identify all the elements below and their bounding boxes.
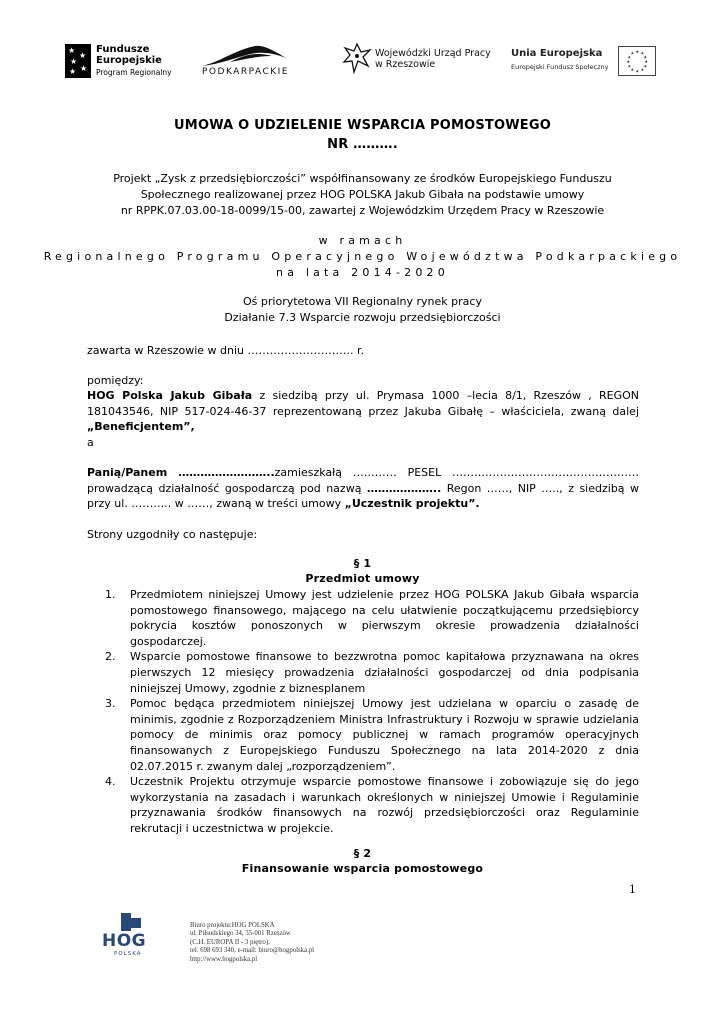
document-number: NR ……….: [327, 137, 398, 152]
hog-logo-text: HOG: [102, 931, 147, 951]
svg-text:★: ★: [630, 67, 635, 72]
document-title: UMOWA O UDZIELENIE WSPARCIA POMOSTOWEGO: [174, 118, 551, 133]
svg-text:★: ★: [640, 67, 645, 72]
section1-sign: § 1: [353, 557, 372, 570]
svg-text:★: ★: [627, 63, 632, 69]
footer-line-4: tel. 698 693 340, e-mail: biuro@hogpolska.pl: [190, 947, 315, 955]
podkarpackie-logo: [200, 40, 310, 84]
axis-line-2: Działanie 7.3 Wsparcie rozwoju przedsiębiorczości: [224, 311, 501, 324]
participant-dots: ………………..: [366, 481, 442, 495]
list-item: 1. Przedmiotem niniejszej Umowy jest udzielenie przez HOG POLSKA Jakub Gibała wsparcia pomostowego finansowego, mającego na celu ułatwienie początkującemu przedsiębiorcy pokrycia kosztów ponoszonych w pierwszym okresie prowadzenia działalności gospodarczej.: [105, 588, 639, 648]
logo-strip: [62, 40, 666, 84]
section1-title: Przedmiot umowy: [305, 572, 420, 585]
party-participant: [87, 465, 639, 512]
list-item: 4. Uczestnik Projektu otrzymuje wsparcie pomostowe finansowe i zobowiązuje się do jego wykorzystania na zasadach i warunkach określonych w niniejszej Umowie i Regulaminie przyznawania środków finansowych na rozwój przedsiębiorczości oraz Regulaminie rekrutacji i uczestnictwa w projekcie.: [105, 775, 639, 835]
project-line-2: Społecznego realizowanej przez HOG POLSKA Jakub Gibała na podstawie umowy: [140, 188, 585, 201]
svg-text:★: ★: [635, 49, 640, 54]
podkarpackie-label: PODKARPACKIE: [202, 67, 289, 77]
hog-logo-sub: POLSKA: [114, 951, 142, 957]
project-line-3: nr RPPK.07.03.00-18-0099/15-00, zawartej z Wojewódzkim Urzędem Pracy w Rzeszowie: [120, 204, 605, 217]
program-line-3: na lata 2014-2020: [276, 266, 449, 279]
svg-text:★: ★: [644, 59, 649, 64]
party-beneficiary: [87, 388, 639, 435]
svg-text:★: ★: [635, 68, 640, 74]
list-item: 2. Wsparcie pomostowe finansowe to bezzwrotna pomoc kapitałowa przyznawana na okres pierwszych 12 miesięcy prowadzenia działalności gospodarczej od dnia podpisania niniejszej Umowy, zgodnie z biznesplanem: [105, 650, 639, 695]
wup-logo: [342, 40, 492, 84]
beneficiary-name: HOG Polska Jakub Gibała: [87, 389, 253, 402]
participant-alias: „Uczestnik projektu”.: [344, 497, 480, 511]
svg-text:★: ★: [643, 54, 648, 60]
fe-line2: Europejskie: [96, 55, 162, 66]
agreed-line: Strony uzgodniły co następuje:: [87, 528, 258, 541]
page-number: 1: [629, 883, 636, 896]
project-line-1: Projekt „Zysk z przedsiębiorczości” współfinansowany ze środków Europejskiego Funduszu: [113, 172, 612, 185]
section2-title: Finansowanie wsparcia pomostowego: [241, 862, 484, 875]
section2-sign: § 2: [353, 847, 372, 860]
beneficiary-alias: „Beneficjentem”,: [87, 420, 195, 434]
svg-text:★: ★: [643, 63, 648, 69]
fe-line1: Fundusze: [96, 44, 150, 55]
svg-text:★: ★: [627, 54, 632, 60]
beneficiary-details: z siedzibą przy ul. Prymasa 1000 –lecia 8/1, Rzeszów , REGON 181043546, NIP 517-024-46-37 reprezentowaną przez Jakuba Gibałę – właściciela, zwaną dalej: [87, 389, 639, 418]
program-line-2: Regionalnego Programu Operacyjnego Województwa Podkarpackiego: [43, 250, 682, 263]
footer-line-2: ul. Piłsudskiego 34, 35-001 Rzeszów: [190, 930, 291, 938]
program-line-1: w ramach: [318, 234, 407, 247]
wup-line1: Wojewódzki Urząd Pracy: [375, 48, 491, 59]
ue-logo: [511, 40, 611, 84]
participant-label: Panią/Panem ……………………..: [87, 466, 275, 479]
participant-details-2: Regon ……, NIP ….., z siedzibą w przy ul. ……….. w ……, zwaną w treści umowy: [87, 481, 639, 511]
ue-line2: Europejski Fundusz Społeczny: [511, 63, 609, 71]
eu-stars-icon: ★ ★ ★ ★ ★: [65, 44, 91, 78]
fundusze-europejskie-logo: [62, 40, 177, 84]
axis-line-1: Oś priorytetowa VII Regionalny rynek pracy: [243, 295, 482, 308]
between-label: pomiędzy:: [87, 374, 144, 387]
svg-text:★: ★: [640, 50, 645, 56]
list-item: 3. Pomoc będąca przedmiotem niniejszej Umowy jest udzielana w oparciu o zasadę de minimis, zgodnie z Rozporządzeniem Ministra Infrastruktury i Rozwoju w sprawie udzielania pomocy de minimis oraz pomocy publicznej w ramach programów operacyjnych finansowanych z Europejskiego Funduszu Społecznego na lata 2014-2020 z dnia 02.07.2015 r. zwanym dalej „rozporządzeniem”.: [105, 697, 639, 773]
footer-line-1: Biuro projektu:HOG POLSKA: [190, 922, 275, 929]
footer-line-3: (C.H. EUROPA II - 3 piętro),: [190, 938, 270, 946]
participant-details-1: zamieszkałą ………… PESEL …………………………………………… prowadzącą działalność gospodarczą pod nazwą: [87, 466, 639, 495]
eu-flag-stars-icon: [619, 47, 655, 75]
ue-line1: Unia Europejska: [511, 48, 603, 59]
section1-list: [105, 587, 639, 837]
and-label: a: [87, 436, 94, 449]
place-date: zawarta w Rzeszowie w dniu ……………………….. r.: [87, 344, 365, 357]
footer-line-5: http://www.hogpolska.pl: [190, 955, 258, 963]
eagle-icon: [342, 42, 372, 76]
eu-flag: [618, 40, 658, 84]
fe-line3: Program Regionalny: [96, 68, 172, 77]
mountains-icon: [200, 40, 290, 68]
wup-line2: w Rzeszowie: [375, 59, 436, 70]
svg-text:★: ★: [630, 50, 635, 56]
hog-polska-logo: [100, 913, 156, 967]
footer-address: [190, 922, 314, 964]
svg-text:★: ★: [626, 59, 631, 64]
